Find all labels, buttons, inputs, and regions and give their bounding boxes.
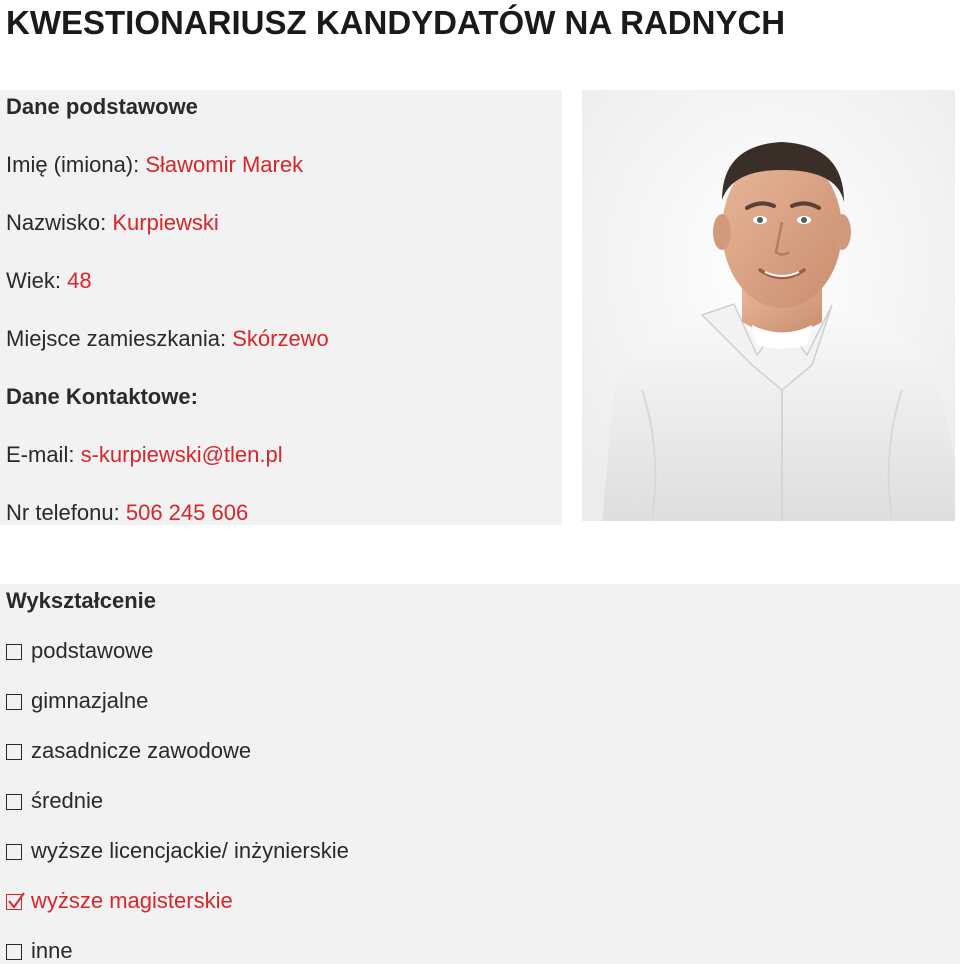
education-option[interactable] <box>6 688 148 714</box>
email-value[interactable]: s-kurpiewski@tlen.pl <box>80 442 283 467</box>
checkbox[interactable] <box>6 694 22 710</box>
education-option[interactable] <box>6 938 73 964</box>
last-name-row <box>6 210 219 236</box>
age-value: 48 <box>67 268 92 293</box>
phone-row <box>6 500 248 526</box>
checkbox[interactable] <box>6 744 22 760</box>
education-option-label: wyższe licencjackie/ inżynierskie <box>31 838 349 863</box>
education-option-label: zasadnicze zawodowe <box>31 738 252 763</box>
email-row <box>6 442 283 468</box>
education-option[interactable] <box>6 638 153 664</box>
education-option-label: gimnazjalne <box>31 688 149 713</box>
education-option-label: wyższe magisterskie <box>31 888 233 913</box>
checkbox[interactable] <box>6 844 22 860</box>
education-option-label: inne <box>31 938 73 963</box>
checkbox[interactable] <box>6 794 22 810</box>
last-name-label: Nazwisko: <box>6 210 107 235</box>
first-name-row <box>6 152 303 178</box>
phone-label: Nr telefonu: <box>6 500 120 525</box>
residence-value: Skórzewo <box>232 326 329 351</box>
candidate-photo <box>582 90 955 521</box>
age-label: Wiek: <box>6 268 61 293</box>
residence-row <box>6 326 329 352</box>
education-option[interactable] <box>6 788 103 814</box>
email-label: E-mail: <box>6 442 75 467</box>
education-option-label: średnie <box>31 788 104 813</box>
education-option[interactable] <box>6 838 349 864</box>
checkbox[interactable] <box>6 944 22 960</box>
education-option[interactable] <box>6 738 251 764</box>
education-option[interactable] <box>6 888 233 914</box>
checkbox-checked[interactable] <box>6 894 22 910</box>
education-heading: Wykształcenie <box>6 588 157 613</box>
last-name-value: Kurpiewski <box>112 210 219 235</box>
age-row <box>6 268 92 294</box>
phone-value: 506 245 606 <box>125 500 249 525</box>
checkbox[interactable] <box>6 644 22 660</box>
page-title: KWESTIONARIUSZ KANDYDATÓW NA RADNYCH <box>6 4 786 41</box>
residence-label: Miejsce zamieszkania: <box>6 326 227 351</box>
contact-heading: Dane Kontaktowe: <box>6 384 198 409</box>
education-option-label: podstawowe <box>31 638 154 663</box>
first-name-value: Sławomir Marek <box>145 152 304 177</box>
basic-data-heading: Dane podstawowe <box>6 94 198 119</box>
checkmark-icon <box>6 891 26 911</box>
first-name-label: Imię (imiona): <box>6 152 140 177</box>
